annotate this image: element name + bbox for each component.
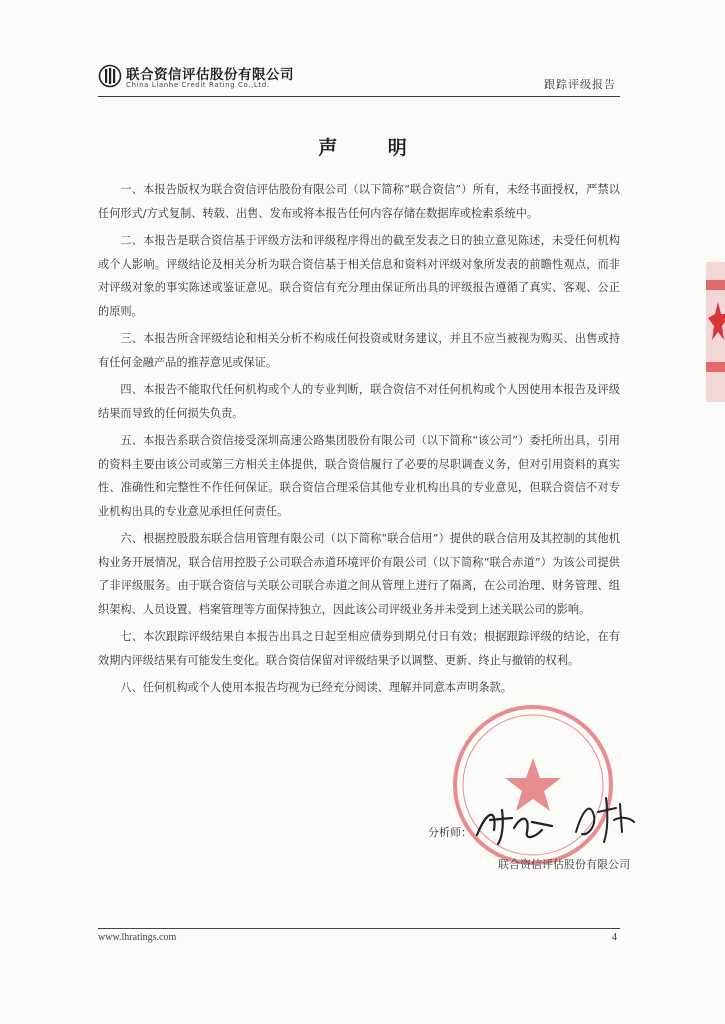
analyst-signature-2 xyxy=(570,792,640,847)
analyst-label: 分析师： xyxy=(428,826,472,839)
report-type-label: 跟踪评级报告 xyxy=(544,78,616,91)
company-logo xyxy=(98,64,122,88)
page-header xyxy=(98,62,618,100)
footer-divider xyxy=(98,928,620,929)
page-number: 4 xyxy=(612,932,617,943)
company-name-cn: 联合资信评估股份有限公司 xyxy=(126,67,294,83)
statement-paragraph-4: 四、本报告不能取代任何机构或个人的专业判断，联合资信不对任何机构或个人因使用本报告及评级结果而导致的任何损失负责。 xyxy=(98,383,620,420)
company-signature-line: 联合资信评估股份有限公司 xyxy=(498,858,630,871)
statement-paragraph-1: 一、本报告版权为联合资信评估股份有限公司（以下简称“联合资信”）所有，未经书面授权，严禁以任何形式/方式复制、转载、出售、发布或将本报告任何内容存储在数据库或检索系统中。 xyxy=(98,183,620,220)
statement-paragraph-7: 七、本次跟踪评级结果自本报告出具之日起至相应债券到期兑付日有效；根据跟踪评级的结论，在有效期内评级结果有可能发生变化。联合资信保留对评级结果予以调整、更新、终止与撤销的权利。 xyxy=(98,630,620,667)
header-divider xyxy=(98,96,620,97)
statement-paragraph-3: 三、本报告所含评级结论和相关分析不构成任何投资或财务建议，并且不应当被视为购买、出售或持有任何金融产品的推荐意见或保证。 xyxy=(98,332,620,369)
page-title: 声 明 xyxy=(318,137,429,159)
statement-paragraph-2: 二、本报告是联合资信基于评级方法和评级程序得出的截至发表之日的独立意见陈述，未受任何机构或个人影响。评级结论及相关分析为联合资信基于相关信息和资料对评级对象所发表的前瞻性观点，而非对评级对象的事实陈述或鉴证意见。联合资信有充分理由保证所出具的评级报告遵循了真实、客观、公正的原则。 xyxy=(98,234,620,318)
statement-paragraph-6: 六、根据控股股东联合信用管理有限公司（以下简称“联合信用”）提供的联合信用及其控制的其他机构业务开展情况，联合信用控股子公司联合赤道环境评价有限公司（以下简称“联合赤道”）为该公司提供了非评级服务。由于联合资信与关联公司联合赤道之间从管理上进行了隔离，在公司治理、财务管理、组织架构、人员设置、档案管理等方面保持独立，因此该公司评级业务并未受到上述关联公司的影响。 xyxy=(98,532,620,616)
analyst-signature-1 xyxy=(472,800,562,850)
company-name-en: China Lianhe Credit Rating Co.,Ltd. xyxy=(126,81,270,89)
signature-block xyxy=(420,812,630,872)
statement-body xyxy=(98,178,620,704)
statement-paragraph-8: 八、任何机构或个人使用本报告均视为已经充分阅读、理解并同意本声明条款。 xyxy=(120,681,512,694)
seam-stamp xyxy=(704,262,725,402)
statement-paragraph-5: 五、本报告系联合资信接受深圳高速公路集团股份有限公司（以下简称“该公司”）委托所出具，引用的资料主要由该公司或第三方相关主体提供，联合资信履行了必要的尽职调查义务，但对引用资料的真实性、准确性和完整性不作任何保证。联合资信合理采信其他专业机构出具的专业意见，但联合资信不对专业机构出具的专业意见承担任何责任。 xyxy=(98,434,620,518)
footer-website: www.lhratings.com xyxy=(98,932,177,943)
